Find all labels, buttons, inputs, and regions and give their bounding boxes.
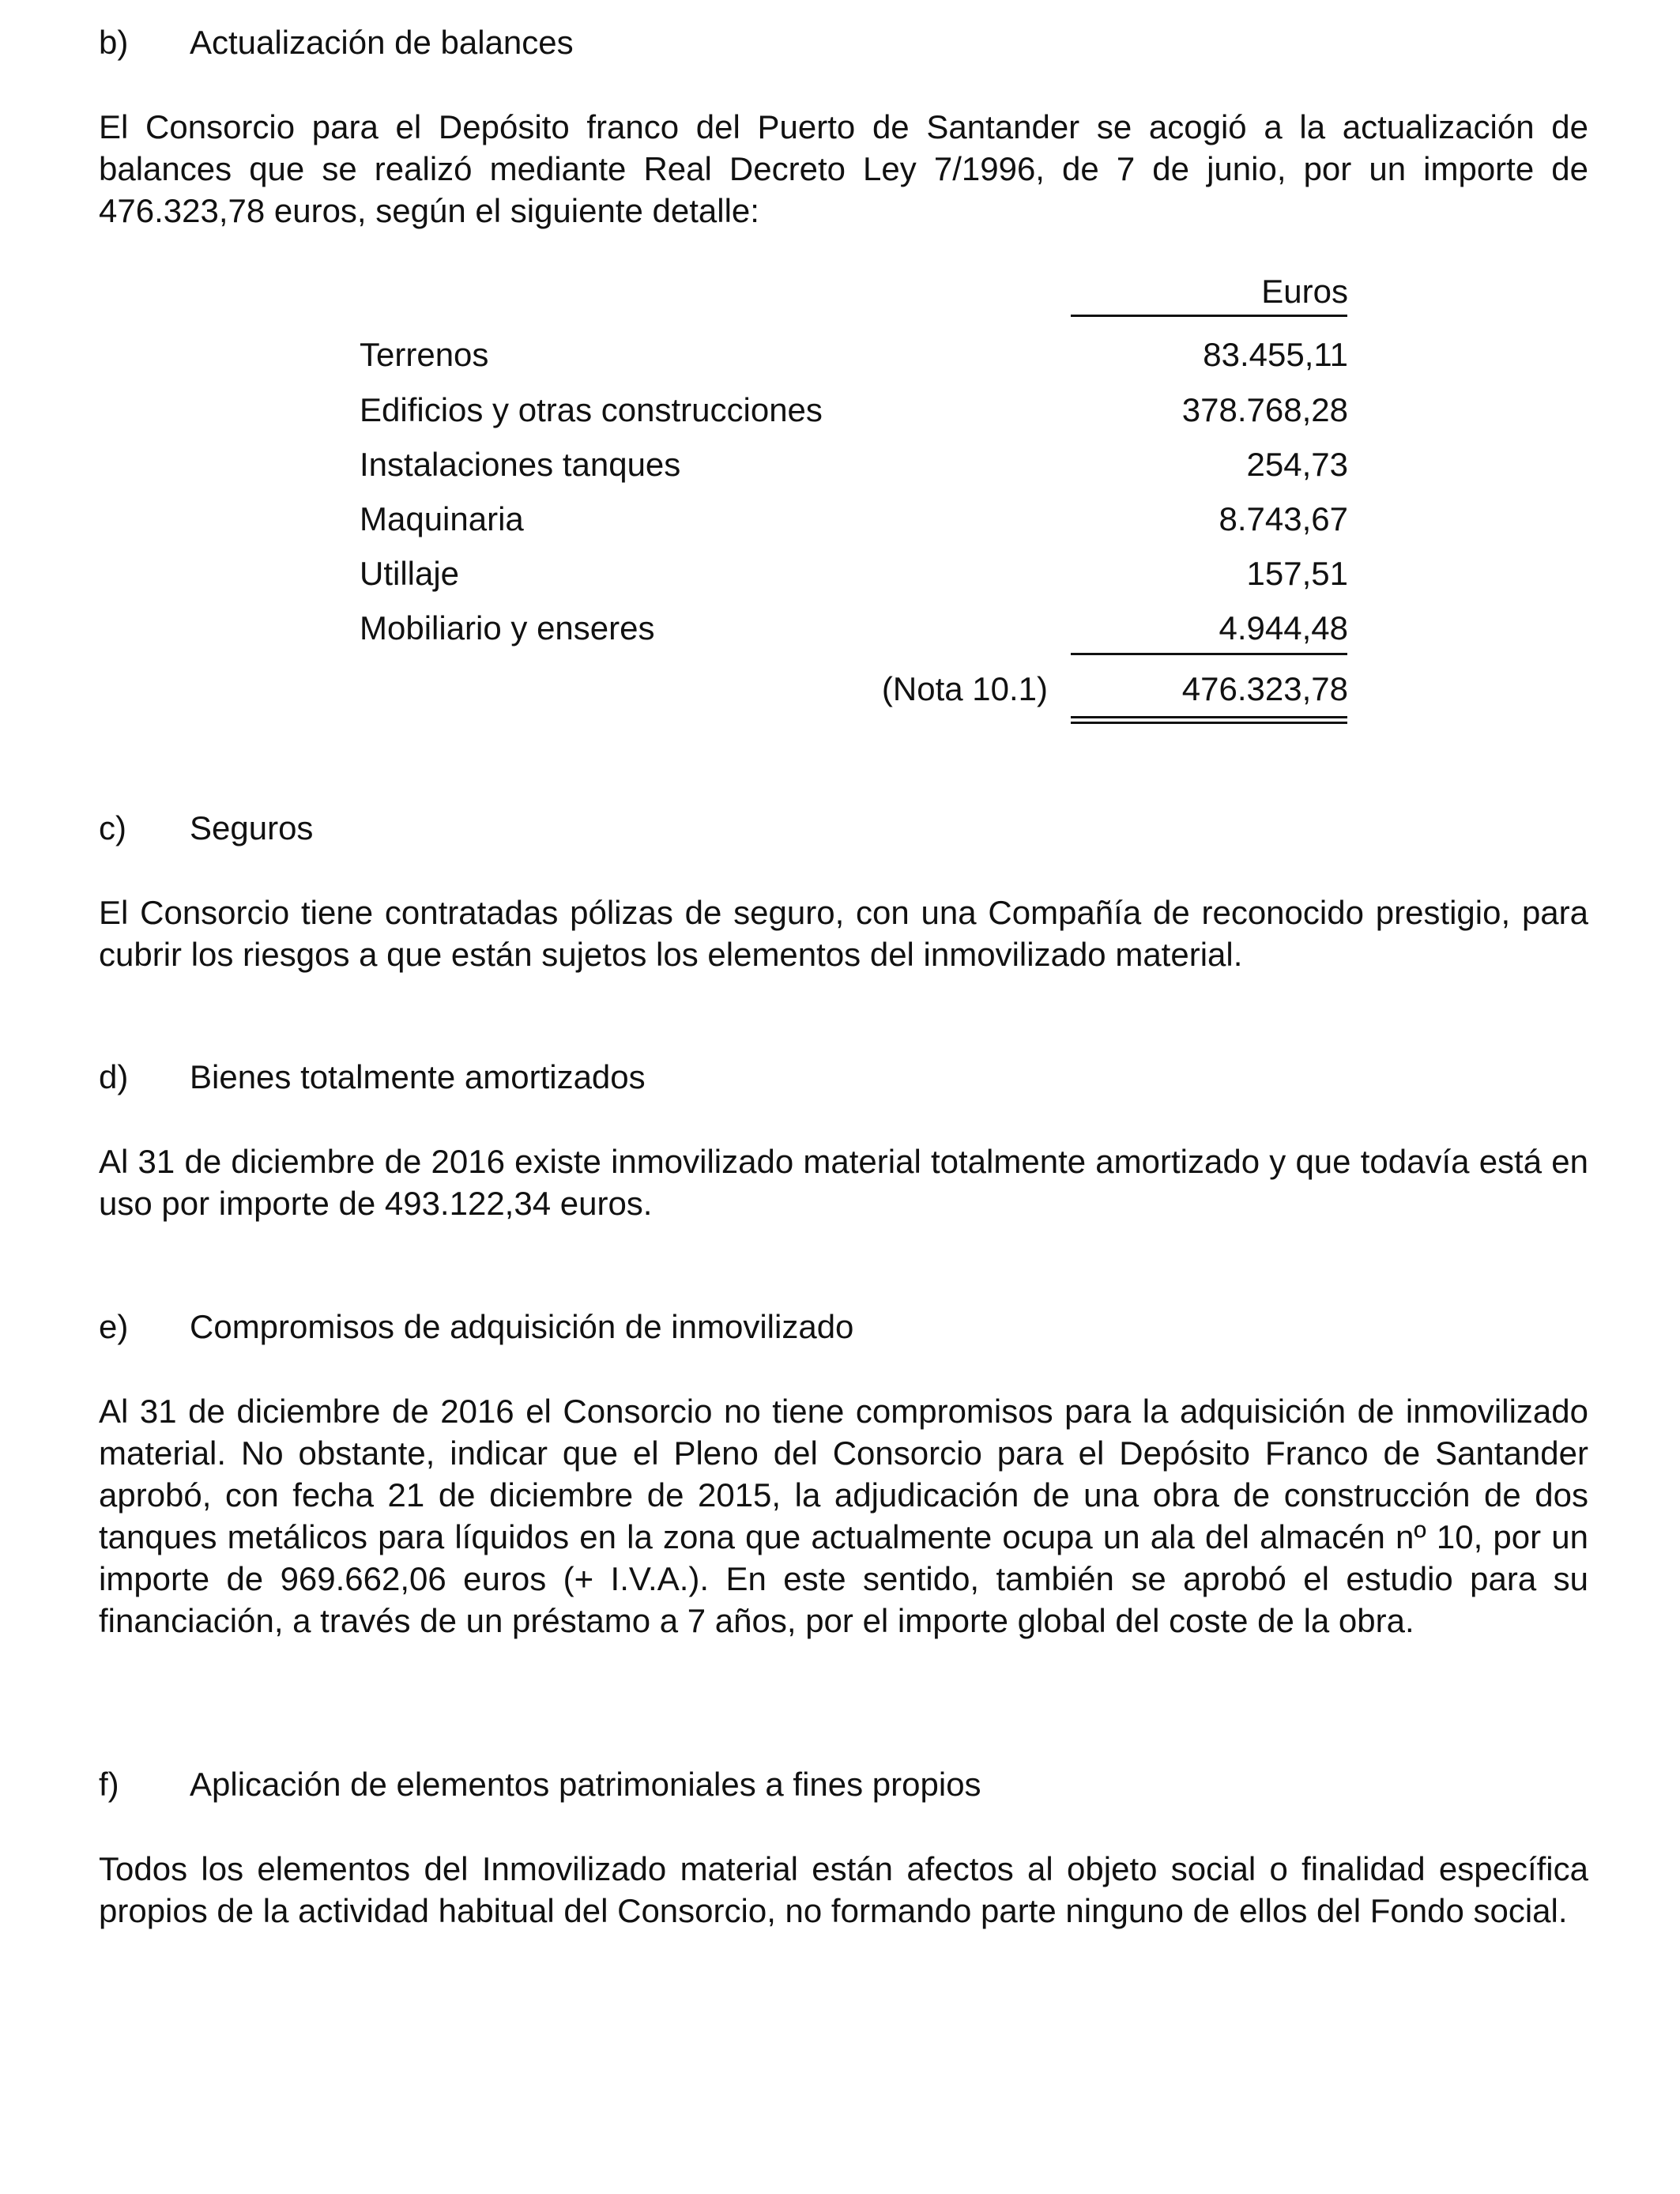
table-row-value: 157,51	[1246, 555, 1348, 592]
table-total-label: (Nota 10.1)	[881, 670, 1048, 707]
table-row-label: Edificios y otras construcciones	[360, 391, 823, 428]
section-c-heading	[99, 808, 313, 849]
table-row-label: Utillaje	[360, 555, 460, 592]
section-e-title: Compromisos de adquisición de inmovilizado	[190, 1308, 854, 1345]
table-total-value: 476.323,78	[1181, 670, 1348, 707]
table-row-value: 83.455,11	[1203, 336, 1348, 373]
table-row-label: Mobiliario y enseres	[360, 609, 655, 647]
section-d-body: Al 31 de diciembre de 2016 existe inmovilizado material totalmente amortizado y que todavía está en uso por importe de 493.122,34 euros.	[99, 1143, 1588, 1222]
table-row-value: 4.944,48	[1219, 609, 1348, 647]
table-row-value: 8.743,67	[1219, 500, 1348, 537]
table-column-header: Euros	[1261, 273, 1348, 310]
table-row-value: 378.768,28	[1181, 391, 1348, 428]
section-d-heading	[99, 1057, 646, 1098]
section-b-letter: b)	[99, 24, 129, 61]
section-f-body: Todos los elementos del Inmovilizado material están afectos al objeto social o finalidad específica propios de la actividad habitual del Consorcio, no formando parte ninguno de ellos del Fondo social.	[99, 1850, 1588, 1929]
section-f-title: Aplicación de elementos patrimoniales a fines propios	[190, 1766, 981, 1803]
section-c-title: Seguros	[190, 809, 314, 846]
table-row-label: Terrenos	[360, 336, 489, 373]
table-header-rule	[1071, 315, 1347, 317]
table-subtotal-rule	[1071, 653, 1347, 655]
section-d-title: Bienes totalmente amortizados	[190, 1058, 646, 1095]
section-b-heading	[99, 22, 574, 63]
section-e-heading	[99, 1306, 853, 1348]
section-c-body: El Consorcio tiene contratadas pólizas de seguro, con una Compañía de reconocido prestigio, para cubrir los riesgos a que están sujetos los elementos del inmovilizado material.	[99, 894, 1588, 973]
section-e-letter: e)	[99, 1308, 129, 1345]
section-b-body: El Consorcio para el Depósito franco del Puerto de Santander se acogió a la actualización de balances que se realizó mediante Real Decreto Ley 7/1996, de 7 de junio, por un importe de 476.323,78 euros, según el siguiente detalle:	[99, 108, 1588, 229]
table-row-label: Maquinaria	[360, 500, 524, 537]
section-b-title: Actualización de balances	[190, 24, 574, 61]
table-row-label: Instalaciones tanques	[360, 446, 681, 483]
section-d-letter: d)	[99, 1058, 129, 1095]
table-total-double-rule	[1071, 716, 1347, 724]
section-e-body: Al 31 de diciembre de 2016 el Consorcio no tiene compromisos para la adquisición de inmovilizado material. No obstante, indicar que el Pleno del Consorcio para el Depósito Franco de Santander aprobó, con fecha 21 de diciembre de 2015, la adjudicación de una obra de construcción de dos tanques metálicos para líquidos en la zona que actualmente ocupa un ala del almacén nº 10, por un importe de 969.662,06 euros (+ I.V.A.). En este sentido, también se aprobó el estudio para su financiación, a través de un préstamo a 7 años, por el importe global del coste de la obra.	[99, 1393, 1588, 1639]
section-f-heading	[99, 1764, 981, 1805]
section-f-letter: f)	[99, 1766, 119, 1803]
table-row-value: 254,73	[1246, 446, 1348, 483]
section-c-letter: c)	[99, 809, 126, 846]
